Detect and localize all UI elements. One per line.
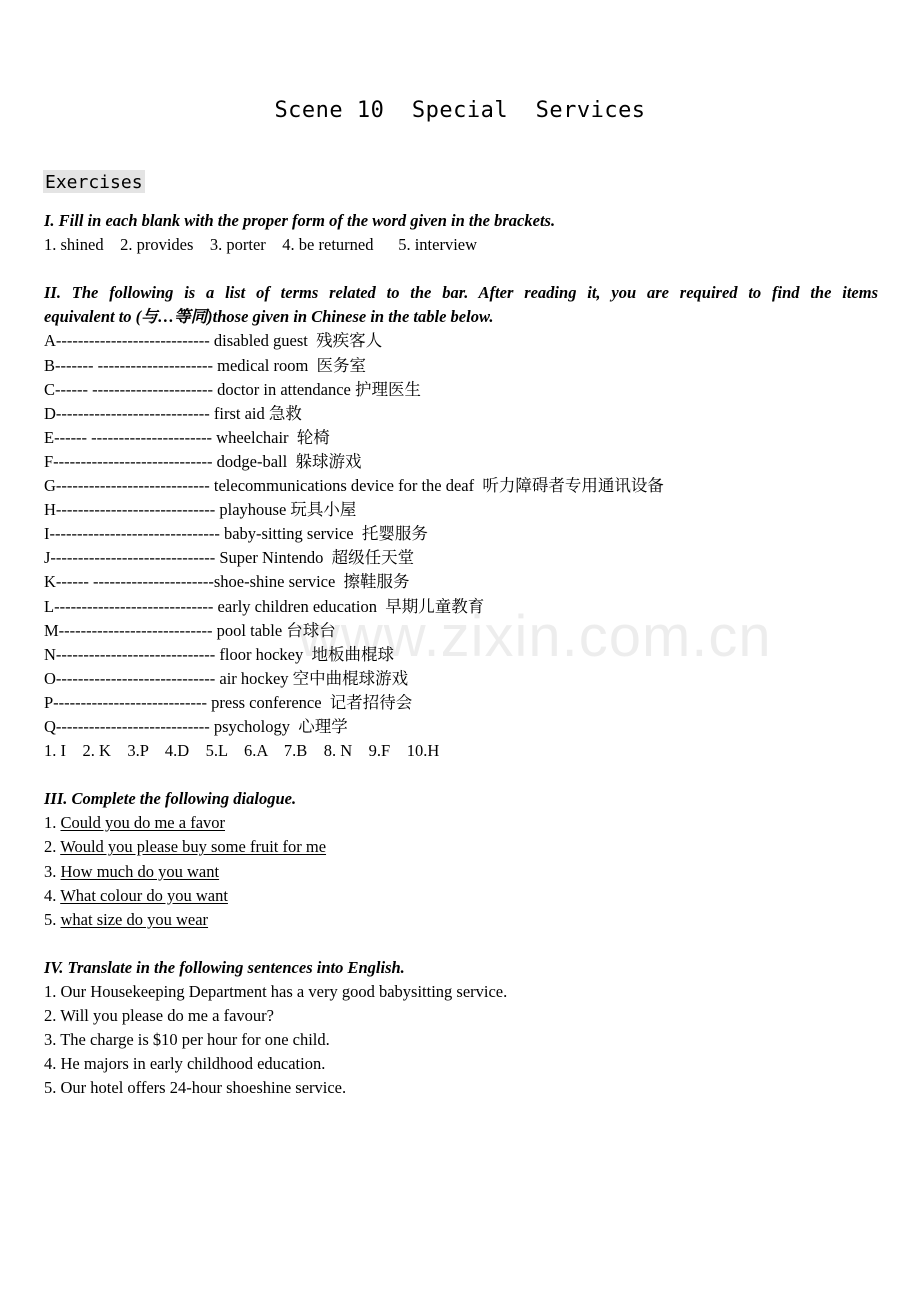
list-item: O----------------------------- air hockey 空中曲棍球游戏 [44, 668, 409, 688]
translation-answer: 1. Our Housekeeping Department has a very good babysitting service. [44, 982, 508, 1001]
part2-answers: 1. I 2. K 3.P 4.D 5.L 6.A 7.B 8. N 9.F 10.H [44, 741, 440, 761]
list-item: C------ ---------------------- doctor in attendance 护理医生 [44, 379, 422, 399]
list-item: H----------------------------- playhouse 玩具小屋 [44, 500, 357, 520]
answer-text: What colour do you want [60, 885, 228, 905]
part2-heading-line1: II. The following is a list of terms related to the bar. After reading it, you are required to find the items [44, 283, 878, 303]
list-item: B------- --------------------- medical room 医务室 [44, 355, 367, 375]
dialogue-answer [44, 884, 878, 908]
list-item: G---------------------------- telecommunications device for the deaf 听力障碍者专用通讯设备 [44, 476, 664, 496]
answer-number: 2. [44, 837, 61, 857]
answer-text: Could you do me a favor [60, 813, 226, 833]
translation-answer: 2. Will you please do me a favour? [44, 1006, 274, 1026]
part2-heading-line2: equivalent to (与…等同)those given in Chinese in the table below. [44, 307, 494, 327]
list-item: N----------------------------- floor hockey 地板曲棍球 [44, 644, 394, 664]
part1-heading: I. Fill in each blank with the proper form of the word given in the brackets. [44, 211, 556, 230]
list-item: M---------------------------- pool table 台球台 [44, 620, 336, 640]
part1-answers: 1. shined 2. provides 3. porter 4. be returned 5. interview [44, 235, 478, 255]
list-item: K------ ----------------------shoe-shine service 擦鞋服务 [44, 572, 410, 592]
dialogue-answer [44, 860, 878, 884]
exercise-content [44, 209, 878, 1100]
list-item: I------------------------------- baby-sitting service 托婴服务 [44, 524, 428, 544]
answer-text: what size do you wear [60, 909, 209, 929]
page-title: Scene 10 Special Services [274, 98, 646, 123]
list-item: L----------------------------- early children education 早期儿童教育 [44, 596, 485, 616]
translation-answer: 3. The charge is $10 per hour for one child. [44, 1030, 330, 1050]
spacer [44, 257, 878, 281]
translation-answer: 5. Our hotel offers 24-hour shoeshine service. [44, 1078, 347, 1098]
terms-list [44, 329, 878, 739]
list-item: P---------------------------- press conference 记者招待会 [44, 692, 413, 712]
part4-heading: IV. Translate in the following sentences into English. [44, 957, 405, 977]
translation-answer: 4. He majors in early childhood education. [44, 1054, 326, 1074]
spacer [44, 763, 878, 787]
dialogue-answer [44, 811, 878, 835]
list-item: J------------------------------ Super Nintendo 超级任天堂 [44, 548, 415, 568]
dialogue-answer [44, 835, 878, 859]
answer-number: 3. [44, 861, 61, 881]
watermark: www.zixin.com.cn [298, 604, 772, 669]
list-item: A---------------------------- disabled guest 残疾客人 [44, 331, 383, 351]
section-label-exercises: Exercises [45, 172, 143, 193]
answer-text: How much do you want [60, 861, 220, 881]
answer-number: 1. [44, 813, 61, 833]
list-item: E------ ---------------------- wheelchair 轮椅 [44, 427, 330, 447]
list-item: F----------------------------- dodge-ball 躲球游戏 [44, 451, 362, 471]
list-item: D---------------------------- first aid 急救 [44, 403, 302, 423]
answer-number: 4. [44, 885, 61, 905]
part3-heading: III. Complete the following dialogue. [44, 789, 297, 809]
spacer [44, 932, 878, 956]
answer-text: Would you please buy some fruit for me [60, 837, 327, 857]
dialogue-answer [44, 908, 878, 932]
answer-number: 5. [44, 909, 61, 929]
list-item: Q---------------------------- psychology 心理学 [44, 716, 348, 736]
